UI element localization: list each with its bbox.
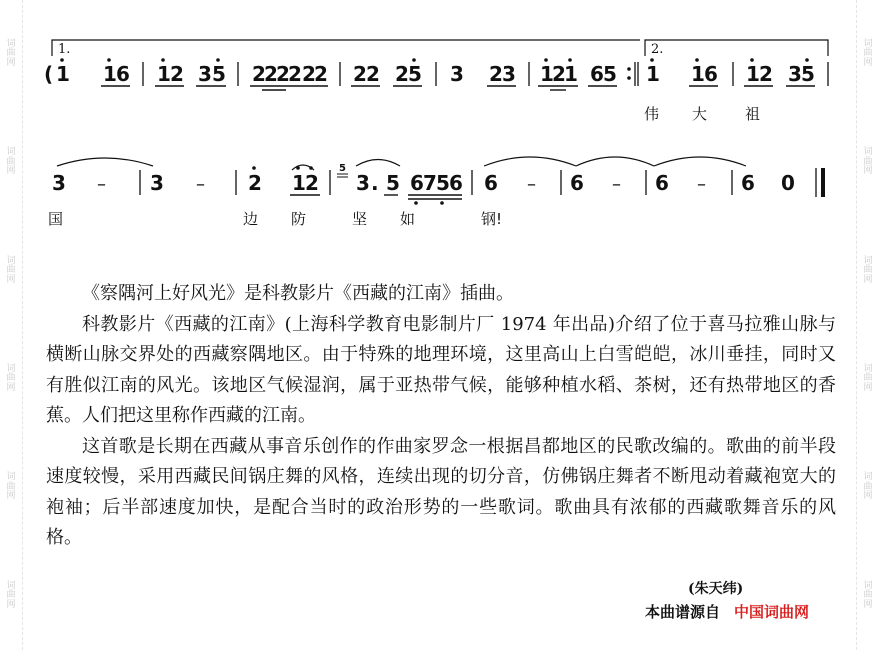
note: 2	[489, 62, 503, 86]
note: 6	[449, 171, 463, 195]
row2-beams	[290, 195, 462, 199]
note: 1	[691, 62, 705, 86]
lyric: 国	[48, 210, 64, 228]
note: 2	[366, 62, 380, 86]
lyric: 祖	[745, 105, 761, 123]
note: 2	[353, 62, 367, 86]
note: 2	[302, 62, 316, 86]
note: 5	[386, 171, 400, 195]
note: 1	[56, 62, 70, 86]
dash: –	[527, 174, 536, 195]
source-credit	[645, 601, 809, 622]
row2-ties	[57, 157, 746, 170]
watermark-group: 词 曲 网	[6, 255, 16, 285]
author-credit: (朱天纬)	[688, 581, 744, 597]
lyric: 防	[291, 210, 307, 228]
note: 1	[292, 171, 306, 195]
paragraph: 这首歌是长期在西藏从事音乐创作的作曲家罗念一根据昌都地区的民歌改编的。歌曲的前半段速度较慢，采用西藏民间锅庄舞的风格，连续出现的切分音，仿佛锅庄舞者不断甩动着藏袍宽大的袍袖；后半部速度加快，是配合当时的政治形势的一些歌词。歌曲具有浓郁的西藏歌舞音乐的风格。	[46, 435, 836, 548]
note: 2	[170, 62, 184, 86]
note: 3	[150, 171, 164, 195]
note: 7	[423, 171, 437, 195]
row2-high-dots	[252, 166, 313, 170]
note: 3	[356, 171, 370, 195]
note: 1	[646, 62, 660, 86]
note: 2	[552, 62, 566, 86]
note: 6	[741, 171, 755, 195]
volta-2-bracket	[645, 40, 828, 56]
note: 5	[801, 62, 815, 86]
watermark-group: 词 曲 网	[6, 580, 16, 610]
lyric: 大	[692, 105, 708, 123]
dash: –	[612, 174, 621, 195]
paragraph: 《察隅河上好风光》是科教影片《西藏的江南》插曲。	[82, 283, 514, 304]
note: 6	[704, 62, 718, 86]
dash: –	[97, 174, 106, 195]
row1-beams	[101, 86, 815, 90]
note: 5	[436, 171, 450, 195]
note: 2	[248, 171, 262, 195]
watermark-group: 词 曲 网	[6, 363, 16, 393]
volta-1-bracket	[52, 40, 640, 56]
note: 3	[788, 62, 802, 86]
note: 6	[570, 171, 584, 195]
note: 3	[198, 62, 212, 86]
jianpu-score	[0, 0, 879, 240]
dash: –	[697, 174, 706, 195]
watermark-group: 词 曲 网	[863, 363, 873, 393]
note: 1	[746, 62, 760, 86]
lyric: 坚	[352, 210, 368, 228]
watermark-group: 词 曲 网	[863, 580, 873, 610]
score-row-1	[44, 40, 828, 123]
note: 6	[655, 171, 669, 195]
volta-1-label: 1.	[58, 42, 71, 57]
note: 0	[781, 171, 795, 195]
watermark-group: 词 曲 网	[6, 147, 16, 177]
lyric: 伟	[644, 105, 660, 123]
watermark-group: 词 曲 网	[863, 255, 873, 285]
lyric: 边	[243, 210, 259, 228]
watermark-group: 词 曲 网	[863, 472, 873, 502]
note: 6	[484, 171, 498, 195]
note: 6	[590, 62, 604, 86]
watermark-group: 词 曲 网	[863, 147, 873, 177]
watermark-group: 词 曲 网	[6, 472, 16, 502]
note: 2	[314, 62, 328, 86]
dash: –	[196, 174, 205, 195]
note: 1	[157, 62, 171, 86]
lyric: 如	[400, 210, 416, 228]
note: 2	[264, 62, 278, 86]
note: 1	[564, 62, 578, 86]
source-label: 本曲谱源自	[645, 603, 721, 621]
note: 3	[52, 171, 66, 195]
song-description	[46, 279, 836, 554]
note: 6	[410, 171, 424, 195]
final-barline	[821, 168, 825, 197]
score-row-2	[48, 157, 825, 228]
note: 2	[276, 62, 290, 86]
grace-note: 5	[339, 163, 346, 174]
dot: .	[371, 171, 379, 195]
note: 2	[305, 171, 319, 195]
paragraph: 科教影片《西藏的江南》(上海科学教育电影制片厂 1974 年出品)介绍了位于喜马拉雅山脉与横断山脉交界处的西藏察隅地区。由于特殊的地理环境，这里高山上白雪皑皑，冰川垂挂，同时又有胜似江南的风光。该地区气候湿润，属于亚热带气候，能够种植水稻、茶树，还有热带地区的香蕉。人们把这里称作西藏的江南。	[46, 313, 836, 426]
row2-low-dots	[414, 201, 444, 205]
note: 6	[116, 62, 130, 86]
lyric: 钢!	[481, 210, 503, 228]
note: 2	[252, 62, 266, 86]
repeat-dots	[627, 67, 631, 80]
open-paren: (	[44, 62, 54, 86]
note: 1	[540, 62, 554, 86]
row2-notes	[52, 171, 795, 195]
note: 5	[408, 62, 422, 86]
note: 5	[212, 62, 226, 86]
note: 3	[450, 62, 464, 86]
row2-barlines	[140, 168, 816, 197]
row1-barlines	[143, 62, 828, 86]
note: 3	[502, 62, 516, 86]
watermark-group: 词 曲 网	[863, 39, 873, 68]
note: 1	[103, 62, 117, 86]
source-site-link[interactable]: 中国词曲网	[734, 603, 810, 621]
note: 2	[288, 62, 302, 86]
watermark-group: 词 曲 网	[6, 39, 16, 68]
note: 2	[395, 62, 409, 86]
volta-2-label: 2.	[651, 42, 664, 57]
note: 5	[603, 62, 617, 86]
note: 2	[759, 62, 773, 86]
